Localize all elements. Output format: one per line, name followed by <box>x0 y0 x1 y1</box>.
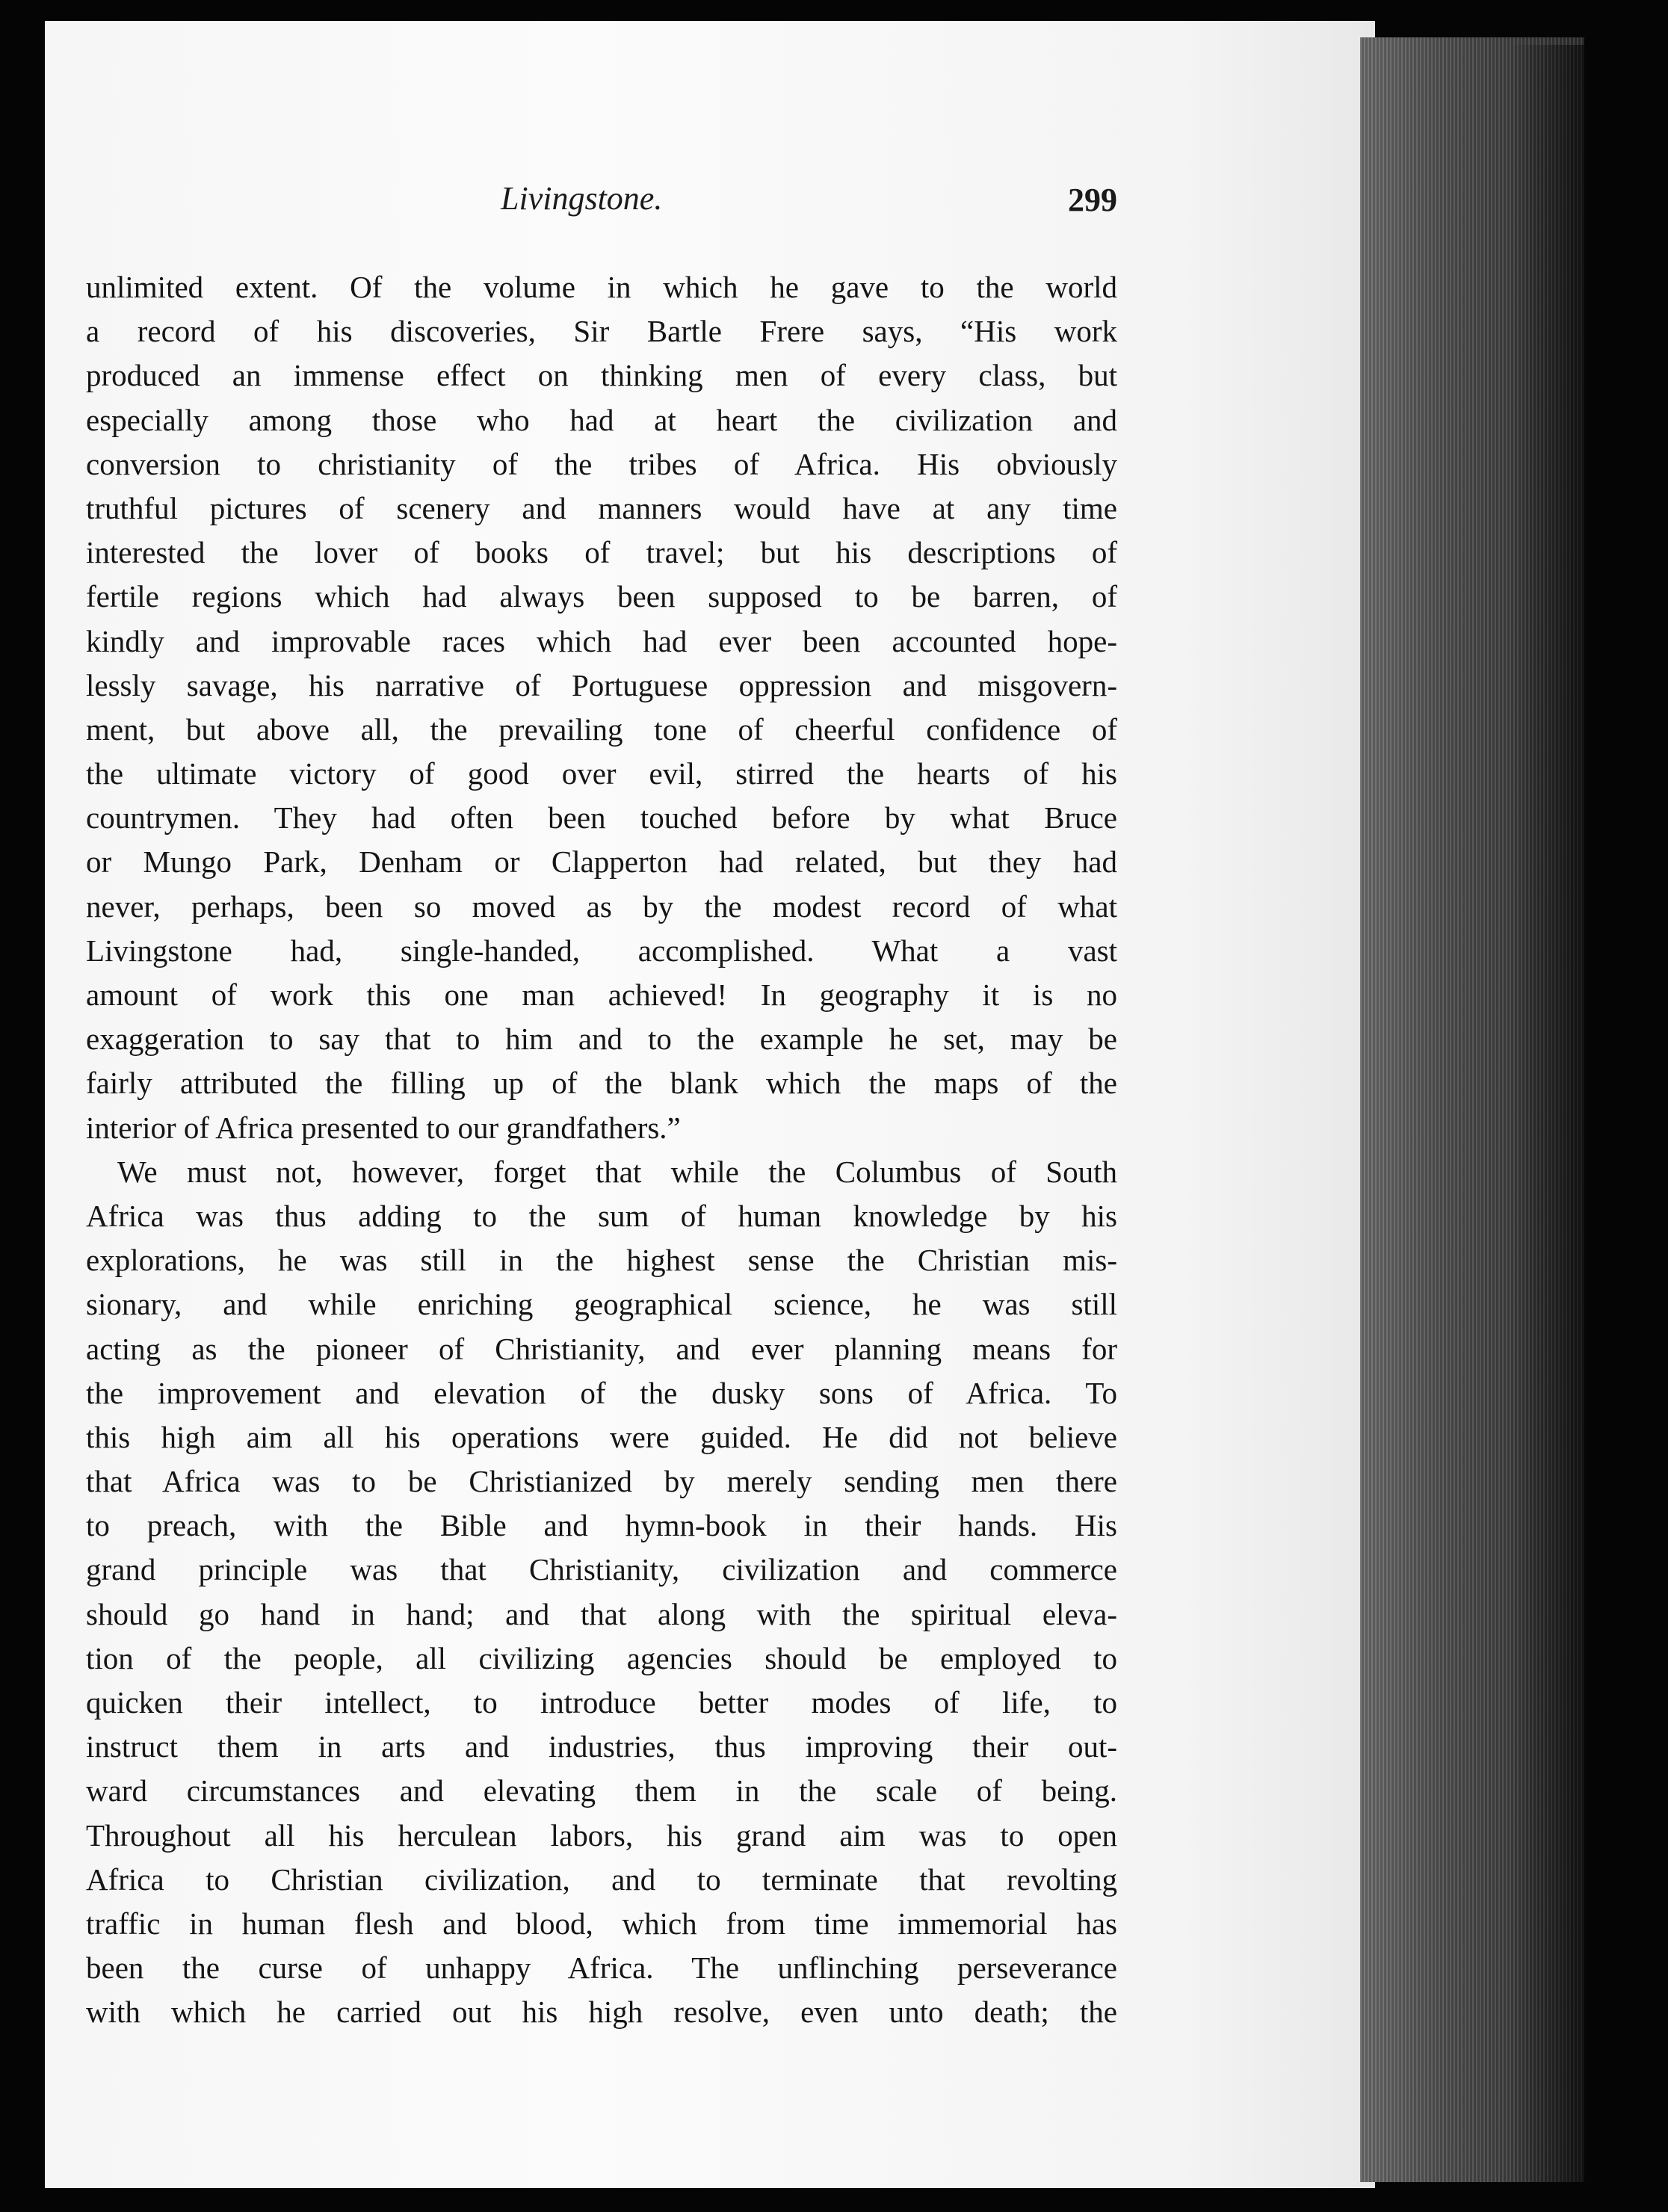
text-line: kindly and improvable races which had ever been accounted hope- <box>86 623 1117 658</box>
text-line: especially among those who had at heart the civilization and <box>86 402 1117 437</box>
text-line: instruct them in arts and industries, thus improving their out- <box>86 1729 1117 1764</box>
text-line: lessly savage, his narrative of Portuguese oppression and misgovern- <box>86 667 1117 702</box>
text-line: or Mungo Park, Denham or Clapperton had related, but they had <box>86 844 1117 880</box>
text-line: exaggeration to say that to him and to the example he set, may be <box>86 1022 1117 1057</box>
text-line: truthful pictures of scenery and manners would have at any time <box>86 490 1117 525</box>
text-line: fertile regions which had always been supposed to be barren, of <box>86 579 1117 614</box>
text-line: interior of Africa presented to our grandfathers.” <box>86 1110 681 1145</box>
page-number: 299 <box>1068 182 1117 218</box>
body-text <box>86 265 1117 2035</box>
text-line: fairly attributed the filling up of the blank which the maps of the <box>86 1066 1117 1101</box>
running-title: Livingstone. <box>501 180 663 217</box>
text-line: amount of work this one man achieved! In geography it is no <box>86 977 1117 1012</box>
text-line: ment, but above all, the prevailing tone of cheerful confidence of <box>86 711 1117 747</box>
text-line: Africa to Christian civilization, and to terminate that revolting <box>86 1862 1117 1897</box>
text-line: to preach, with the Bible and hymn-book in their hands. His <box>86 1508 1117 1543</box>
page-header <box>86 179 1117 232</box>
text-line: been the curse of unhappy Africa. The unflinching perseverance <box>86 1950 1117 1986</box>
text-line: Livingstone had, single-handed, accomplished. What a vast <box>86 933 1117 968</box>
text-line: the ultimate victory of good over evil, stirred the hearts of his <box>86 756 1117 791</box>
text-line: Throughout all his herculean labors, his grand aim was to open <box>86 1817 1117 1853</box>
text-line: ward circumstances and elevating them in the scale of being. <box>86 1773 1117 1808</box>
fore-edge-shadow <box>1510 45 1584 2182</box>
text-line: with which he carried out his high resolve, even unto death; the <box>86 1995 1117 2030</box>
text-line: a record of his discoveries, Sir Bartle Frere says, “His work <box>86 314 1117 349</box>
text-line: acting as the pioneer of Christianity, and ever planning means for <box>86 1331 1117 1366</box>
text-line: traffic in human flesh and blood, which from time immemorial has <box>86 1906 1117 1941</box>
text-line: produced an immense effect on thinking men of every class, but <box>86 358 1117 393</box>
text-line: this high aim all his operations were guided. He did not believe <box>86 1419 1117 1454</box>
text-line: We must not, however, forget that while the Columbus of South <box>117 1154 1117 1189</box>
text-line: tion of the people, all civilizing agencies should be employed to <box>86 1640 1117 1675</box>
text-line: quicken their intellect, to introduce better modes of life, to <box>86 1685 1117 1720</box>
text-line: grand principle was that Christianity, civilization and commerce <box>86 1552 1117 1587</box>
text-line: conversion to christianity of the tribes of Africa. His obviously <box>86 446 1117 481</box>
text-line: never, perhaps, been so moved as by the modest record of what <box>86 889 1117 924</box>
text-line: should go hand in hand; and that along with the spiritual eleva- <box>86 1596 1117 1631</box>
text-line: interested the lover of books of travel; but his descriptions of <box>86 535 1117 570</box>
text-line: unlimited extent. Of the volume in which he gave to the world <box>86 270 1117 304</box>
text-line: that Africa was to be Christianized by merely sending men there <box>86 1464 1117 1499</box>
text-line: explorations, he was still in the highest sense the Christian mis- <box>86 1243 1117 1278</box>
text-line: sionary, and while enriching geographical science, he was still <box>86 1287 1117 1322</box>
text-line: countrymen. They had often been touched before by what Bruce <box>86 800 1117 835</box>
text-line: the improvement and elevation of the dusky sons of Africa. To <box>86 1375 1117 1410</box>
text-line: Africa was thus adding to the sum of human knowledge by his <box>86 1198 1117 1233</box>
